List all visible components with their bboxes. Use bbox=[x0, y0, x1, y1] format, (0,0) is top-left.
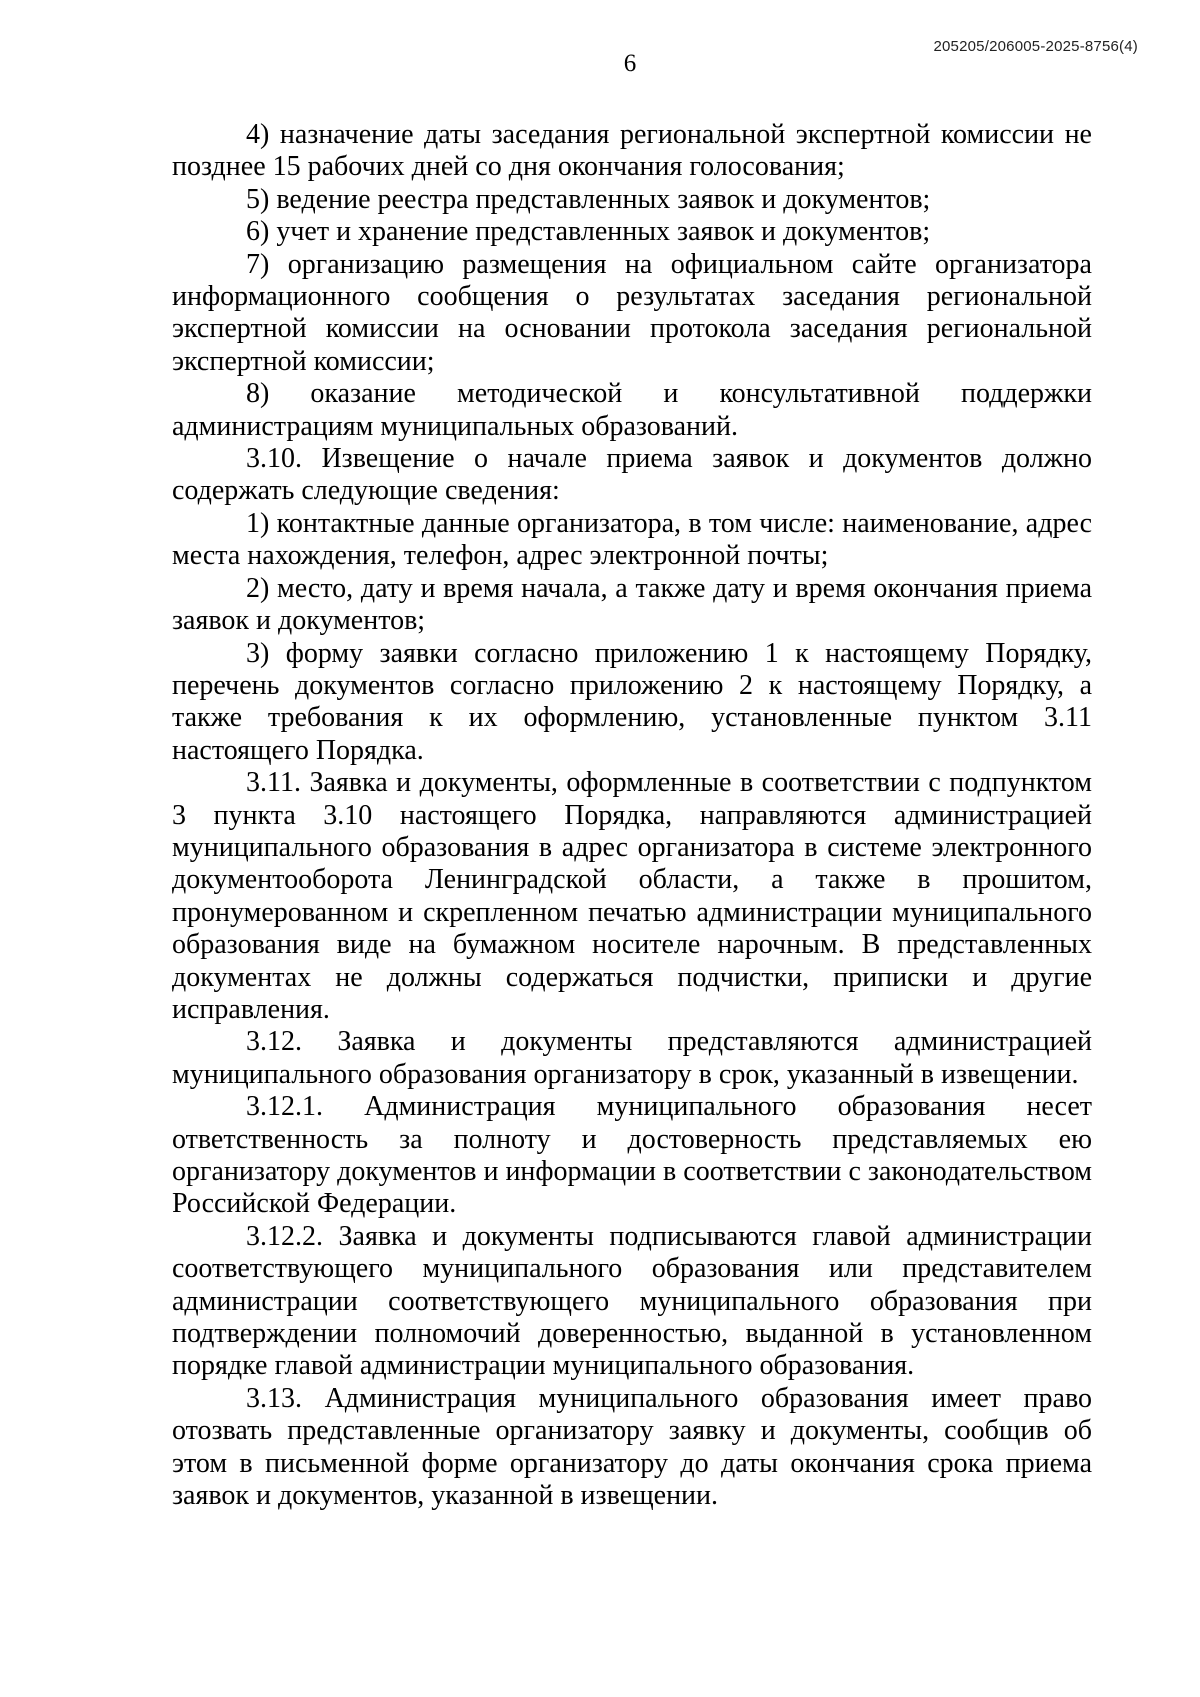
paragraph-item-4: 4) назначение даты заседания региональной экспертной комиссии не позднее 15 рабочих дней со дня окончания голосования; bbox=[172, 119, 1092, 183]
paragraph-3-12: 3.12. Заявка и документы представляются администрацией муниципального образования организатору в срок, указанный в извещении. bbox=[172, 1026, 1092, 1090]
paragraph-3-10-item-2: 2) место, дату и время начала, а также дату и время окончания приема заявок и документов; bbox=[172, 572, 1092, 637]
document-body bbox=[172, 119, 1092, 1512]
paragraph-3-12-2: 3.12.2. Заявка и документы подписываются главой администрации соответствующего муниципального образования или представителем администрации соответствующего муниципального образования при подтверждении полномочий доверенностью, выданной в установленном порядке главой администрации муниципального образования. bbox=[172, 1220, 1092, 1382]
page-number: 6 bbox=[623, 50, 637, 77]
paragraph-3-12-1: 3.12.1. Администрация муниципального образования несет ответственность за полноту и достоверность представляемых ею организатору документов и информации в соответствии с законодательством Российской Федерации. bbox=[172, 1091, 1092, 1220]
paragraph-3-10-item-3: 3) форму заявки согласно приложению 1 к настоящему Порядку, перечень документов согласно приложению 2 к настоящему Порядку, а также требования к их оформлению, установленные пунктом 3.11 настоящего Порядка. bbox=[172, 637, 1092, 766]
paragraph-item-5: 5) ведение реестра представленных заявок и документов; bbox=[246, 183, 931, 215]
paragraph-item-6: 6) учет и хранение представленных заявок и документов; bbox=[246, 216, 931, 248]
paragraph-3-10-item-1: 1) контактные данные организатора, в том числе: наименование, адрес места нахождения, телефон, адрес электронной почты; bbox=[172, 507, 1092, 572]
paragraph-3-11: 3.11. Заявка и документы, оформленные в соответствии с подпунктом 3 пункта 3.10 настоящего Порядка, направляются администрацией муниципального образования в адрес организатора в системе электронного документооборота Ленинградской области, а также в прошитом, пронумерованном и скрепленном печатью администрации муниципального образования виде на бумажном носителе нарочным. В представленных документах не должны содержаться подчистки, приписки и другие исправления. bbox=[172, 767, 1092, 1025]
document-registration-number: 205205/206005-2025-8756(4) bbox=[933, 38, 1138, 55]
paragraph-item-7: 7) организацию размещения на официальном сайте организатора информационного сообщения о результатах заседания региональной экспертной комиссии на основании протокола заседания региональной экспертной комиссии; bbox=[172, 248, 1092, 377]
paragraph-item-8: 8) оказание методической и консультативной поддержки администрациям муниципальных образований. bbox=[172, 378, 1092, 442]
paragraph-3-10: 3.10. Извещение о начале приема заявок и документов должно содержать следующие сведения: bbox=[172, 443, 1092, 507]
paragraph-3-13: 3.13. Администрация муниципального образования имеет право отозвать представленные организатору заявку и документы, сообщив об этом в письменной форме организатору до даты окончания срока приема заявок и документов, указанной в извещении. bbox=[172, 1382, 1092, 1512]
